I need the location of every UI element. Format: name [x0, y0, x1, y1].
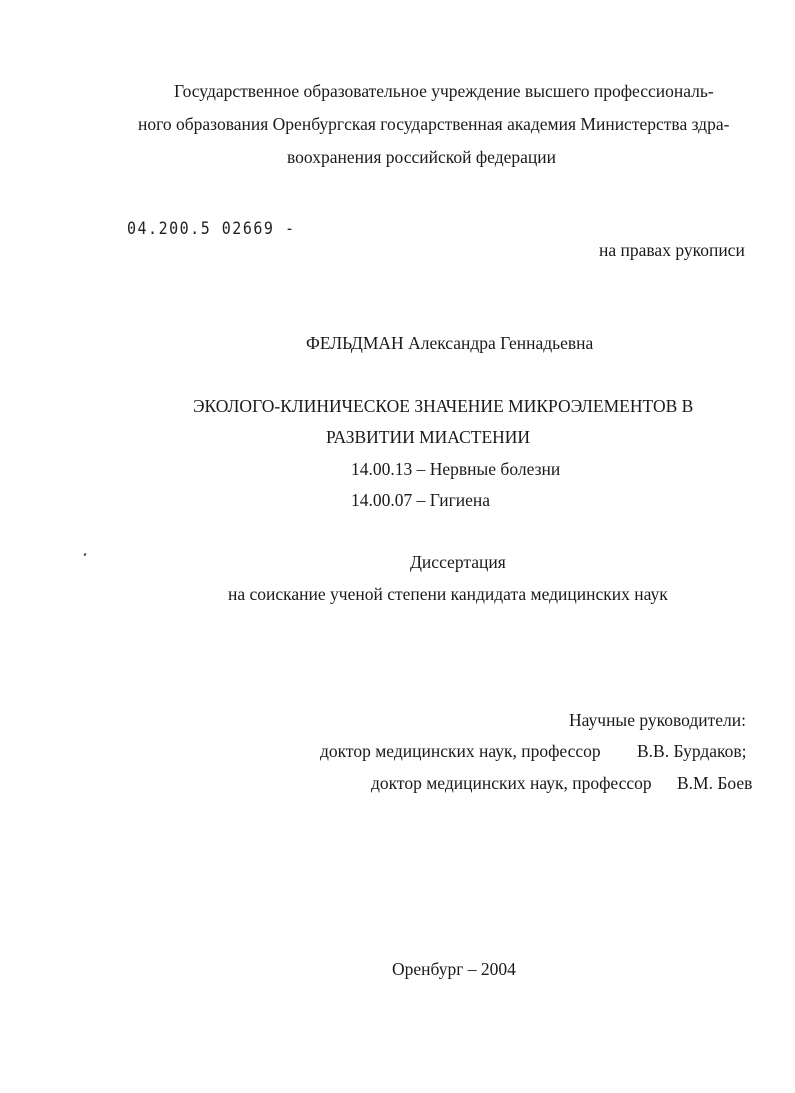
supervisor-1-position: доктор медицинских наук, профессор: [320, 741, 601, 761]
supervisors-heading: Научные руководители:: [569, 710, 746, 730]
degree-line: на соискание ученой степени кандидата медицинских наук: [228, 584, 668, 604]
institution-line-3: воохранения российской федерации: [287, 147, 556, 167]
rights-note: на правах рукописи: [599, 240, 745, 260]
specialty-1: 14.00.13 – Нервные болезни: [351, 459, 561, 479]
supervisor-1-name: В.В. Бурдаков;: [637, 741, 747, 761]
supervisor-2-position: доктор медицинских наук, профессор: [371, 773, 652, 793]
title-line-2: РАЗВИТИИ МИАСТЕНИИ: [326, 427, 531, 447]
institution-line-2: ного образования Оренбургская государственная академия Министерства здра-: [138, 114, 730, 134]
author-name: ФЕЛЬДМАН Александра Геннадьевна: [306, 333, 594, 353]
registry-stamp: 04.200.5 02669 -: [127, 218, 296, 239]
supervisor-2-name: В.М. Боев: [677, 773, 753, 793]
specialty-2: 14.00.07 – Гигиена: [351, 490, 491, 510]
title-line-1: ЭКОЛОГО-КЛИНИЧЕСКОЕ ЗНАЧЕНИЕ МИКРОЭЛЕМЕНТОВ В: [193, 396, 694, 416]
institution-line-1: Государственное образовательное учреждение высшего профессиональ-: [174, 81, 714, 101]
place-and-year: Оренбург – 2004: [392, 959, 516, 979]
scan-speck: [83, 553, 86, 557]
document-type: Диссертация: [410, 552, 506, 572]
